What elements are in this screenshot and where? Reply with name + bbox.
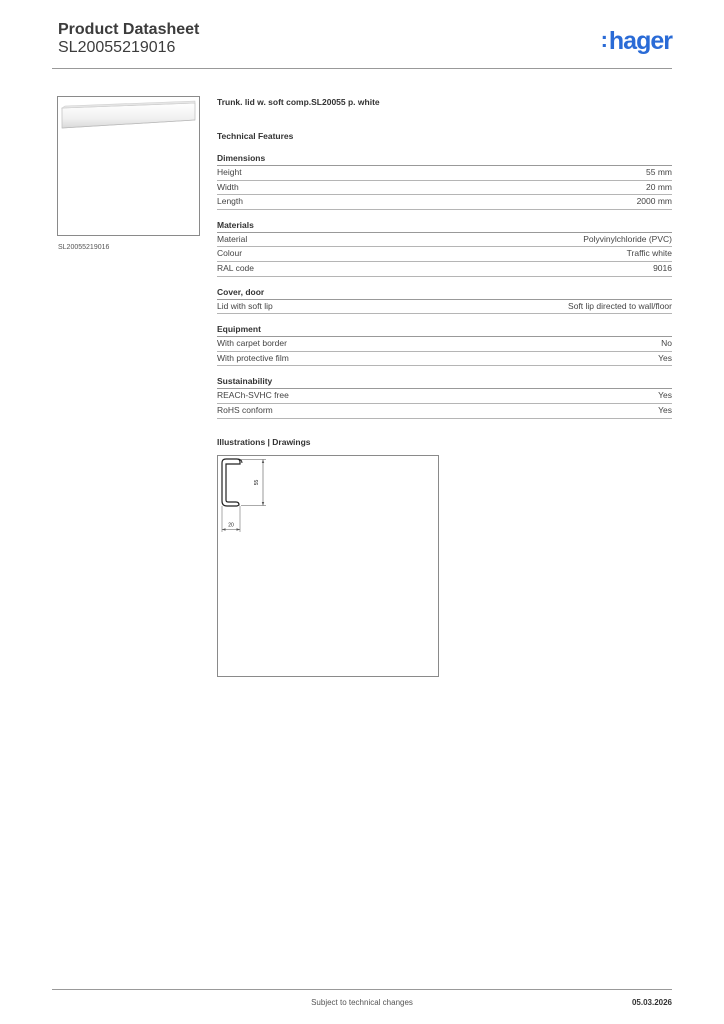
- spec-label: With protective film: [217, 352, 289, 363]
- spec-value: Yes: [658, 352, 672, 363]
- spec-row: [217, 389, 672, 404]
- section-dimensions: [217, 152, 672, 210]
- spec-row: [217, 166, 672, 181]
- spec-value: Yes: [658, 390, 672, 401]
- spec-row: [217, 233, 672, 248]
- section-heading: Sustainability: [217, 375, 672, 389]
- spec-value: No: [661, 338, 672, 349]
- width-dimension-label: 20: [228, 522, 234, 529]
- spec-label: RoHS conform: [217, 404, 273, 415]
- product-image: [57, 96, 200, 236]
- spec-value: 20 mm: [646, 181, 672, 192]
- spec-row: [217, 352, 672, 367]
- product-image-caption: SL20055219016: [58, 244, 110, 251]
- logo-mark: :: [600, 27, 608, 52]
- spec-row: [217, 247, 672, 262]
- spec-row: [217, 337, 672, 352]
- spec-row: [217, 300, 672, 315]
- features-heading: Technical Features: [217, 131, 294, 141]
- section-heading: Equipment: [217, 323, 672, 337]
- section-heading: Cover, door: [217, 286, 672, 300]
- spec-label: Material: [217, 233, 248, 244]
- spec-row: [217, 195, 672, 210]
- spec-label: Height: [217, 167, 242, 177]
- height-dimension-label: 55: [254, 479, 260, 485]
- trunking-lid-picture: [58, 97, 199, 235]
- spec-value: Traffic white: [626, 248, 672, 259]
- spec-label: REACh-SVHC free: [217, 390, 289, 401]
- section-sustainability: [217, 375, 672, 418]
- section-heading: Materials: [217, 219, 672, 233]
- spec-label: Length: [217, 196, 243, 207]
- spec-value: 2000 mm: [636, 196, 672, 207]
- spec-value: Polyvinylchloride (PVC): [583, 233, 672, 244]
- product-title: Trunk. lid w. soft comp.SL20055 p. white: [217, 97, 380, 107]
- footer-date: 05.03.2026: [631, 998, 672, 1007]
- spec-label: RAL code: [217, 262, 255, 273]
- main-content: [217, 96, 672, 677]
- spec-label: Colour: [217, 248, 243, 259]
- spec-value: Yes: [658, 404, 672, 415]
- spec-row: [217, 262, 672, 277]
- spec-value: Soft lip directed to wall/floor: [568, 300, 672, 311]
- document-title: Product Datasheet: [58, 21, 200, 38]
- illustrations-heading: Illustrations | Drawings: [217, 436, 311, 447]
- header-divider: [52, 68, 672, 69]
- hager-logo: [601, 27, 672, 56]
- spec-value: 55 mm: [646, 167, 672, 177]
- footer-divider: [52, 989, 672, 990]
- logo-text: hager: [608, 27, 672, 55]
- article-number: SL20055219016: [58, 39, 176, 56]
- section-heading: Dimensions: [217, 152, 672, 166]
- spec-label: Width: [217, 181, 239, 192]
- technical-drawing: [217, 455, 439, 677]
- footer-note: Subject to technical changes: [311, 998, 413, 1007]
- section-equipment: [217, 323, 672, 366]
- section-materials: [217, 219, 672, 277]
- section-cover-door: [217, 286, 672, 315]
- profile-cross-section-drawing: [218, 456, 438, 676]
- spec-label: With carpet border: [217, 338, 287, 349]
- spec-row: [217, 404, 672, 419]
- spec-label: Lid with soft lip: [217, 300, 273, 311]
- spec-row: [217, 181, 672, 196]
- spec-value: 9016: [653, 262, 672, 273]
